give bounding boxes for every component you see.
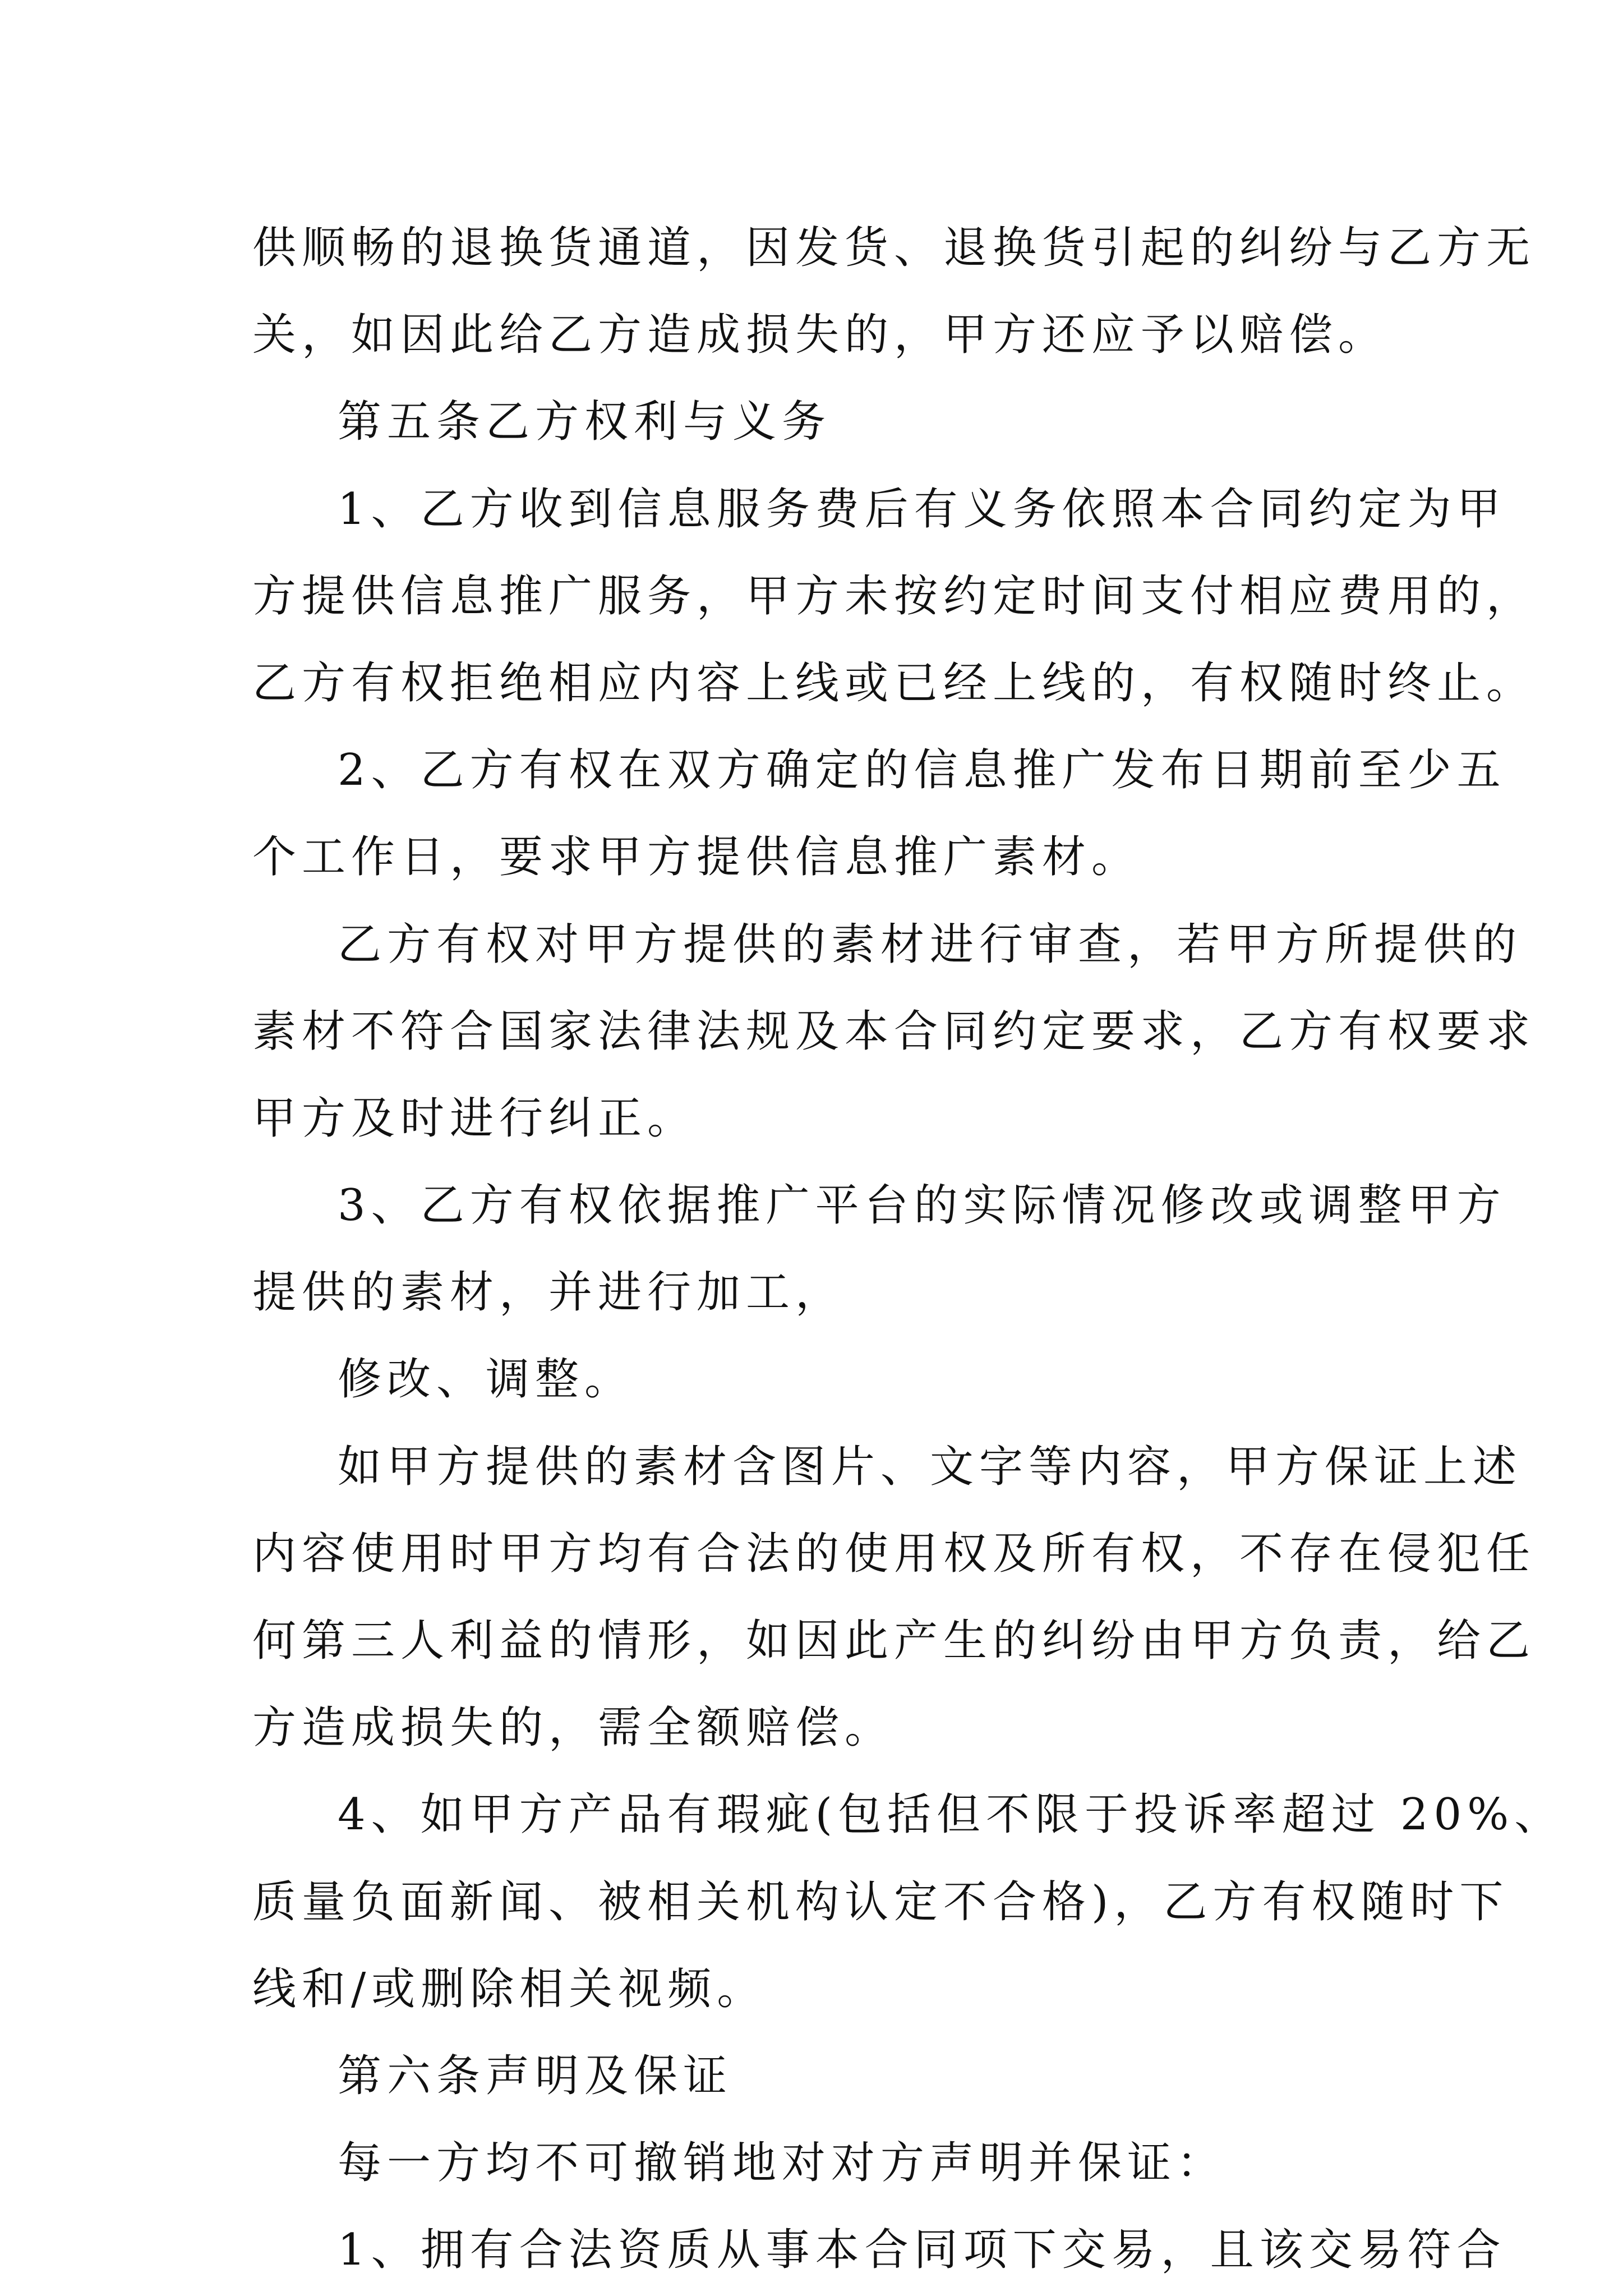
text-line: 1、乙方收到信息服务费后有义务依照本合同约定为甲 <box>338 484 1506 535</box>
text-line: 每一方均不可撤销地对对方声明并保证： <box>338 2138 1227 2189</box>
text-line: 关，如因此给乙方造成损失的，甲方还应予以赔偿。 <box>252 310 1388 361</box>
text-line: 3、乙方有权依据推广平台的实际情况修改或调整甲方 <box>338 1180 1506 1231</box>
text-line: 如甲方提供的素材含图片、文字等内容，甲方保证上述 <box>338 1441 1523 1492</box>
text-line: 修改、调整。 <box>338 1354 634 1405</box>
text-line: 素材不符合国家法律法规及本合同约定要求，乙方有权要求 <box>252 1006 1536 1057</box>
section-heading-5: 第五条乙方权利与义务 <box>338 397 832 448</box>
text-line: 质量负面新闻、被相关机构认定不合格)，乙方有权随时下 <box>252 1876 1509 1927</box>
text-line: 1、拥有合法资质从事本合同项下交易，且该交易符合 <box>338 2225 1506 2276</box>
text-line: 2、乙方有权在双方确定的信息推广发布日期前至少五 <box>338 745 1506 796</box>
text-line: 方提供信息推广服务，甲方未按约定时间支付相应费用的， <box>252 570 1536 622</box>
text-line: 线和/或删除相关视频。 <box>252 1963 767 2014</box>
text-line: 供顺畅的退换货通道，因发货、退换货引起的纠纷与乙方无 <box>252 223 1536 273</box>
text-line: 内容使用时甲方均有合法的使用权及所有权，不存在侵犯任 <box>252 1528 1536 1579</box>
document-body <box>252 205 1564 2294</box>
text-line: 提供的素材，并进行加工， <box>252 1267 845 1318</box>
text-line: 乙方有权对甲方提供的素材进行审查，若甲方所提供的 <box>338 919 1523 970</box>
text-line: 乙方有权拒绝相应内容上线或已经上线的，有权随时终止。 <box>252 657 1536 708</box>
text-line: 何第三人利益的情形，如因此产生的纠纷由甲方负责，给乙 <box>252 1616 1536 1666</box>
text-line: 个工作日，要求甲方提供信息推广素材。 <box>252 832 1141 883</box>
text-line: 方造成损失的，需全额赔偿。 <box>252 1703 895 1754</box>
text-line: 甲方及时进行纠正。 <box>252 1093 697 1144</box>
section-heading-6: 第六条声明及保证 <box>338 2050 733 2101</box>
text-line: 4、如甲方产品有瑕疵(包括但不限于投诉率超过 20%、 <box>338 1789 1564 1841</box>
